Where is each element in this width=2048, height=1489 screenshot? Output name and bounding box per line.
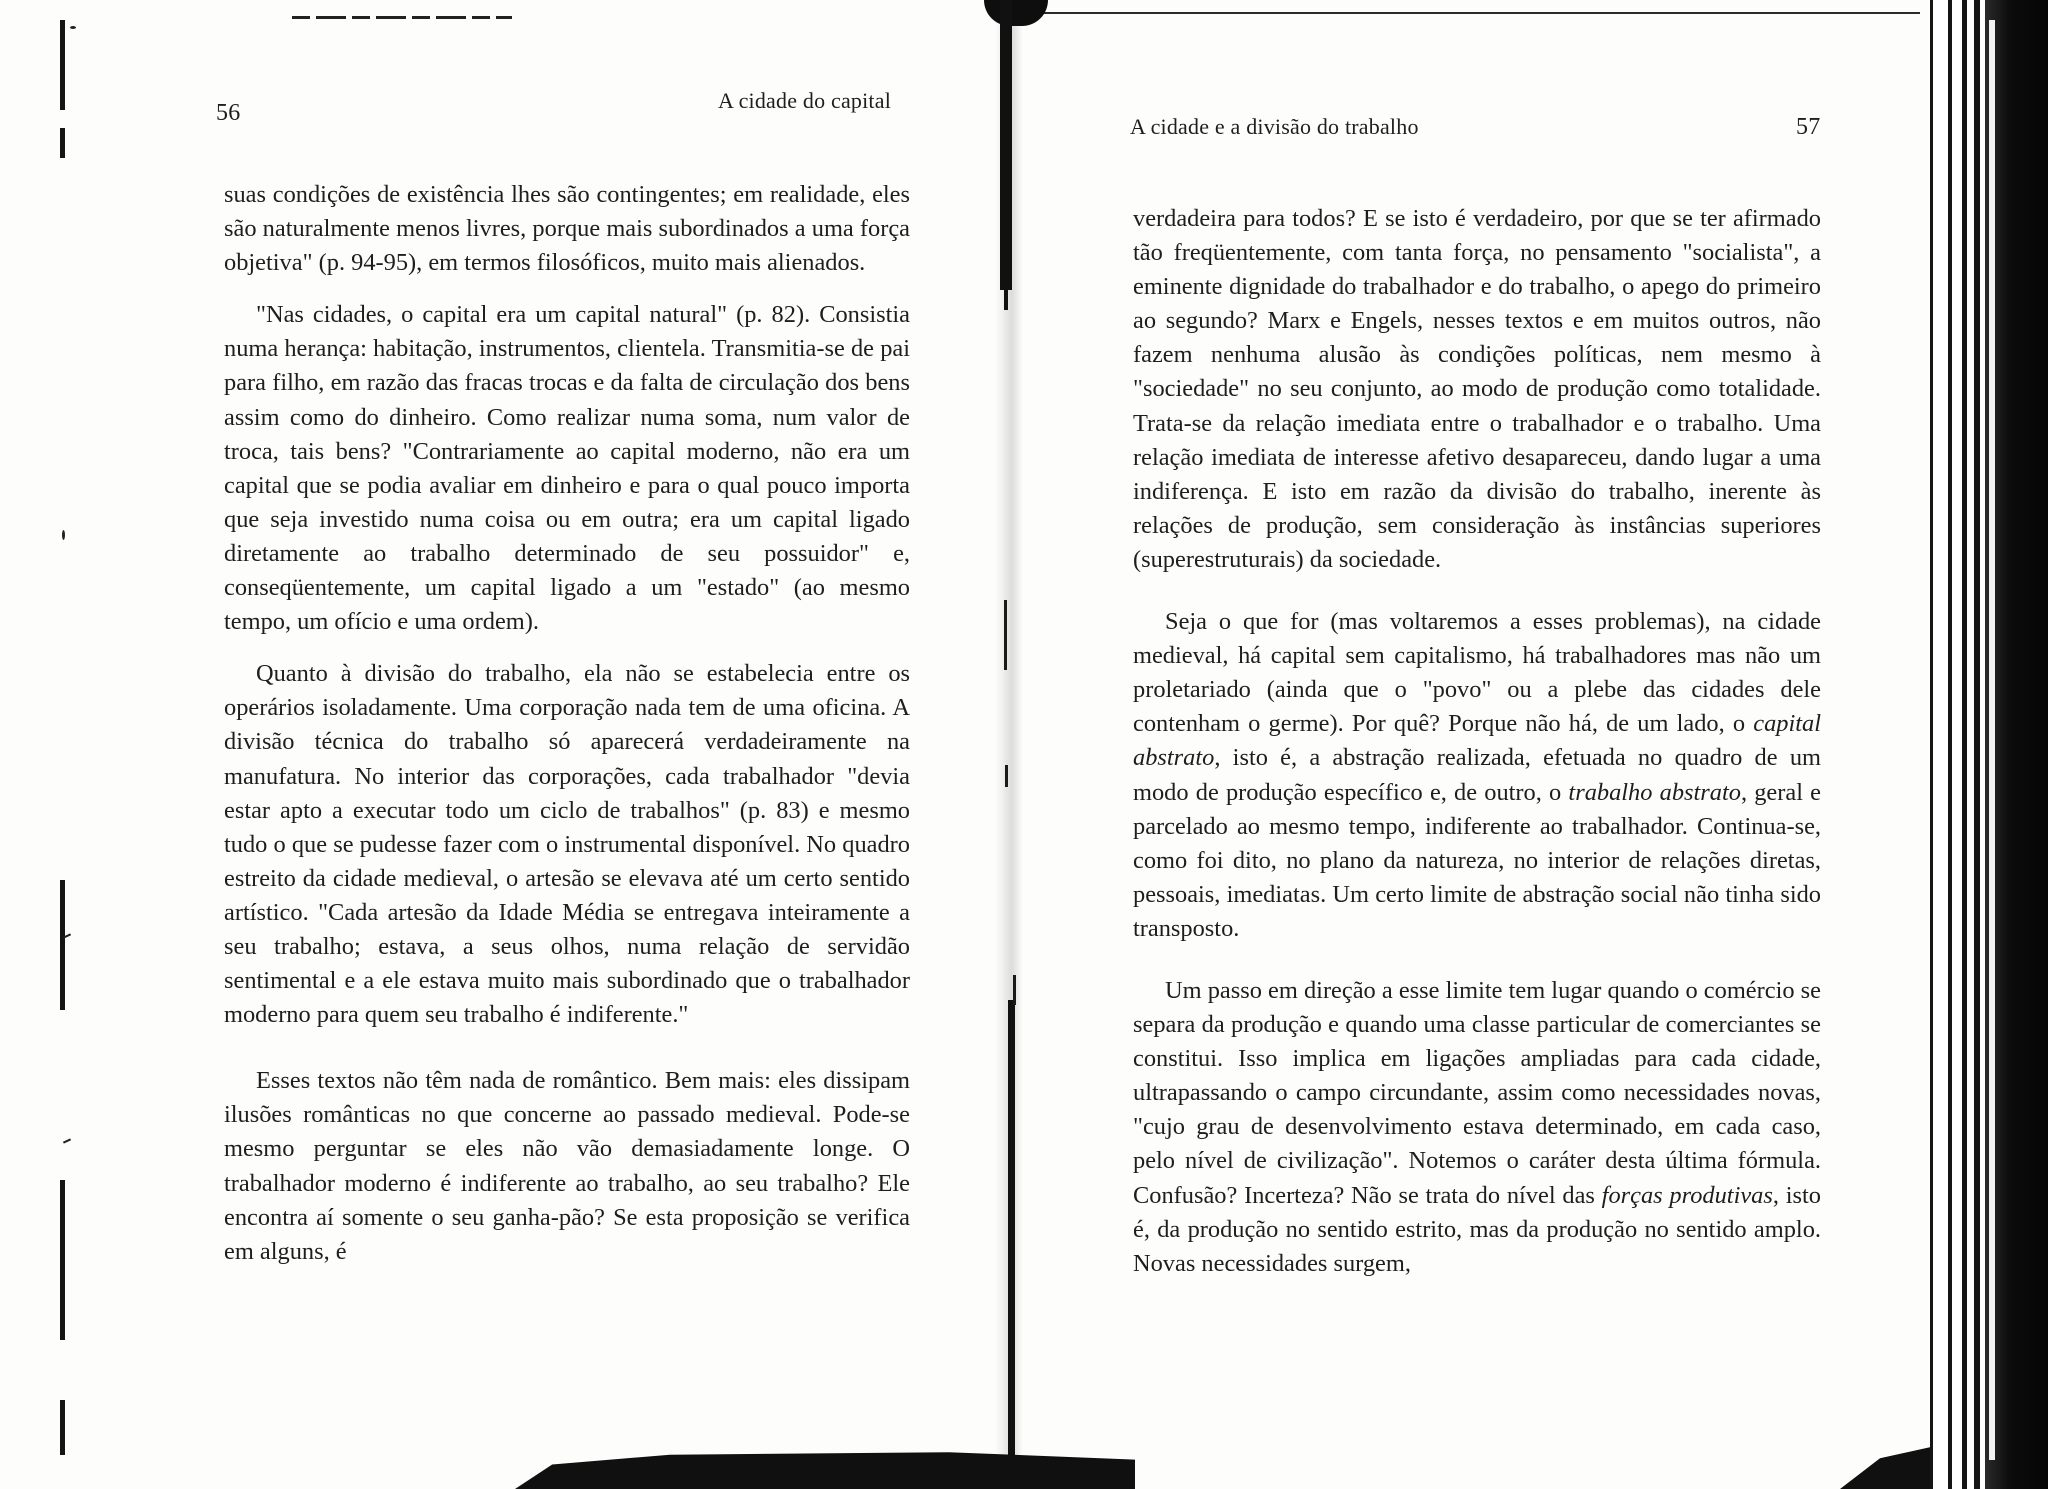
italic-capital-abstrato: capital abstrato [1133,710,1821,772]
left-page [0,0,1005,1489]
right-page-number: 57 [1796,114,1821,140]
right-paragraph-3-text-a: Um passo em direção a esse limite tem lugar quando o comércio se separa da produção e quando uma classe particular de comerciantes se constitui. Isso implica em ligações ampliadas para cada cidade, ultrapassando o campo circundante, assim como necessidades novas, "cujo grau de desenvolvimento estava determinado, em cada caso, pelo nível de civilização". Notemos o caráter desta última fórmula. Confusão? Incerteza? Não se trata do nível das [1133,976,1821,1209]
right-paragraph-2 [1133,605,1821,946]
right-paragraph-2-text-c: , geral e parcelado ao mesmo tempo, indiferente ao trabalhador. Continua-se, como foi dito, no plano da natureza, no interior de relações diretas, pessoais, imediatas. Um certo limite de abstração social não tinha sido transposto. [1133,778,1821,942]
left-paragraph-1: suas condições de existência lhes são contingentes; em realidade, eles são naturalmente menos livres, porque mais subordinados a uma força objetiva" (p. 94-95), em termos filosóficos, muito mais alienados. [224,181,910,277]
scan-speck-1 [70,26,76,29]
gutter-speck-2 [1005,765,1008,787]
gutter-speck-3 [1013,975,1016,1005]
edge-stroke-4 [1974,0,1980,1489]
left-paragraph-2: "Nas cidades, o capital era um capital natural" (p. 82). Consistia numa herança: habitação, instrumentos, clientela. Transmitia-se de pai para filho, em razão das fracas trocas e da falta de circulação dos bens assim como do dinheiro. Como realizar numa soma, num valor de troca, tais bens? "Contrariamente ao capital moderno, não era um capital que se podia avaliar em dinheiro e para o qual pouco importa que seja investido numa coisa ou em outra; era um capital ligado diretamente ao trabalho determinado de seu possuidor" e, conseqüentemente, um capital ligado a um "estado" (ao mesmo tempo, um ofício e uma ordem). [224,301,910,636]
italic-forcas-produtivas: forças produtivas [1601,1181,1773,1209]
left-margin-bar-2 [60,128,65,158]
left-page-number: 56 [216,100,241,126]
top-scan-mark [292,16,512,19]
right-body-text [1133,202,1821,1281]
right-paragraph-1: verdadeira para todos? E se isto é verdadeiro, por que se ter afirmado tão freqüentemente, com tanta força, no pensamento "socialista", a eminente dignidade do trabalhador e do trabalho, o apego do primeiro ao segundo? Marx e Engels, nesses textos e em muitos outros, não fazem nenhuma alusão às condições políticas, nem mesmo à "sociedade" no seu conjunto, ao modo de produção como totalidade. Trata-se da relação imediata entre o trabalhador e o trabalho. Uma relação imediata de interesse afetivo desapareceu, dando lugar a uma indiferença. E isto em razão da divisão do trabalho, inerente às relações de produção, sem consideração às instâncias superiores (superestruturais) da sociedade. [1133,205,1821,573]
right-paragraph-3 [1133,974,1821,1281]
left-paragraph-3: Quanto à divisão do trabalho, ela não se estabelecia entre os operários isoladamente. Uma corporação nada tem de uma oficina. A divisão técnica do trabalho só aparecerá verdadeiramente na manufatura. No interior das corporações, cada trabalhador "devia estar apto a executar todo um ciclo de trabalhos" (p. 83) e mesmo tudo o que se pudesse fazer com o instrumental disponível. No quadro estreito da cidade medieval, o artesão se elevava até um certo sentido artístico. "Cada artesão da Idade Média se entregava inteiramente a seu trabalho; estava, a seus olhos, numa relação de servidão sentimental e a ele estava muito mais subordinado que o trabalhador moderno para quem seu trabalho é indiferente." [224,660,910,1029]
left-paragraph-4: Esses textos não têm nada de romântico. Bem mais: eles dissipam ilusões românticas no que concerne ao passado medieval. Pode-se mesmo perguntar se eles não vão demasiadamente longe. O trabalhador moderno é indiferente ao trabalho, ao seu trabalho? Ele encontra aí somente o seu ganha-pão? Se esta proposição se verifica em alguns, é [224,1067,910,1265]
edge-stroke-2 [1948,0,1952,1489]
edge-stroke-3 [1962,0,1967,1489]
gutter-speck-1 [1004,600,1007,670]
top-page-edge [1010,12,1920,14]
gutter-line-bottom [1008,1000,1015,1489]
left-margin-bar-1 [60,20,65,110]
gutter-line-tick [1004,290,1008,310]
edge-stroke-1 [1930,0,1933,1489]
left-body-text [224,178,910,1269]
left-margin-bar-3 [60,880,65,1010]
left-running-head: A cidade do capital [718,88,892,113]
left-margin-bar-5 [60,1400,65,1455]
book-cover-edge-gap [1989,20,1995,1460]
right-paragraph-2-text-b: , isto é, a abstração realizada, efetuada no quadro de um modo de produção específico e, de outro, o [1133,744,1821,806]
right-paragraph-3-text-b: , isto é, da produção no sentido estrito, mas da produção no sentido amplo. Novas necessidades surgem, [1133,1181,1821,1277]
gutter-line-top [1000,0,1012,290]
italic-trabalho-abstrato: trabalho abstrato [1568,778,1741,806]
right-paragraph-2-text-a: Seja o que for (mas voltaremos a esses problemas), na cidade medieval, há capital sem capitalismo, há trabalhadores mas não um proletariado (ainda que o "povo" ou a plebe das cidades dele contenham o germe). Por quê? Porque não há, de um lado, o [1133,608,1821,738]
left-margin-bar-4 [60,1180,65,1340]
right-running-head: A cidade e a divisão do trabalho [1130,114,1419,139]
scan-speck-2 [62,530,65,540]
